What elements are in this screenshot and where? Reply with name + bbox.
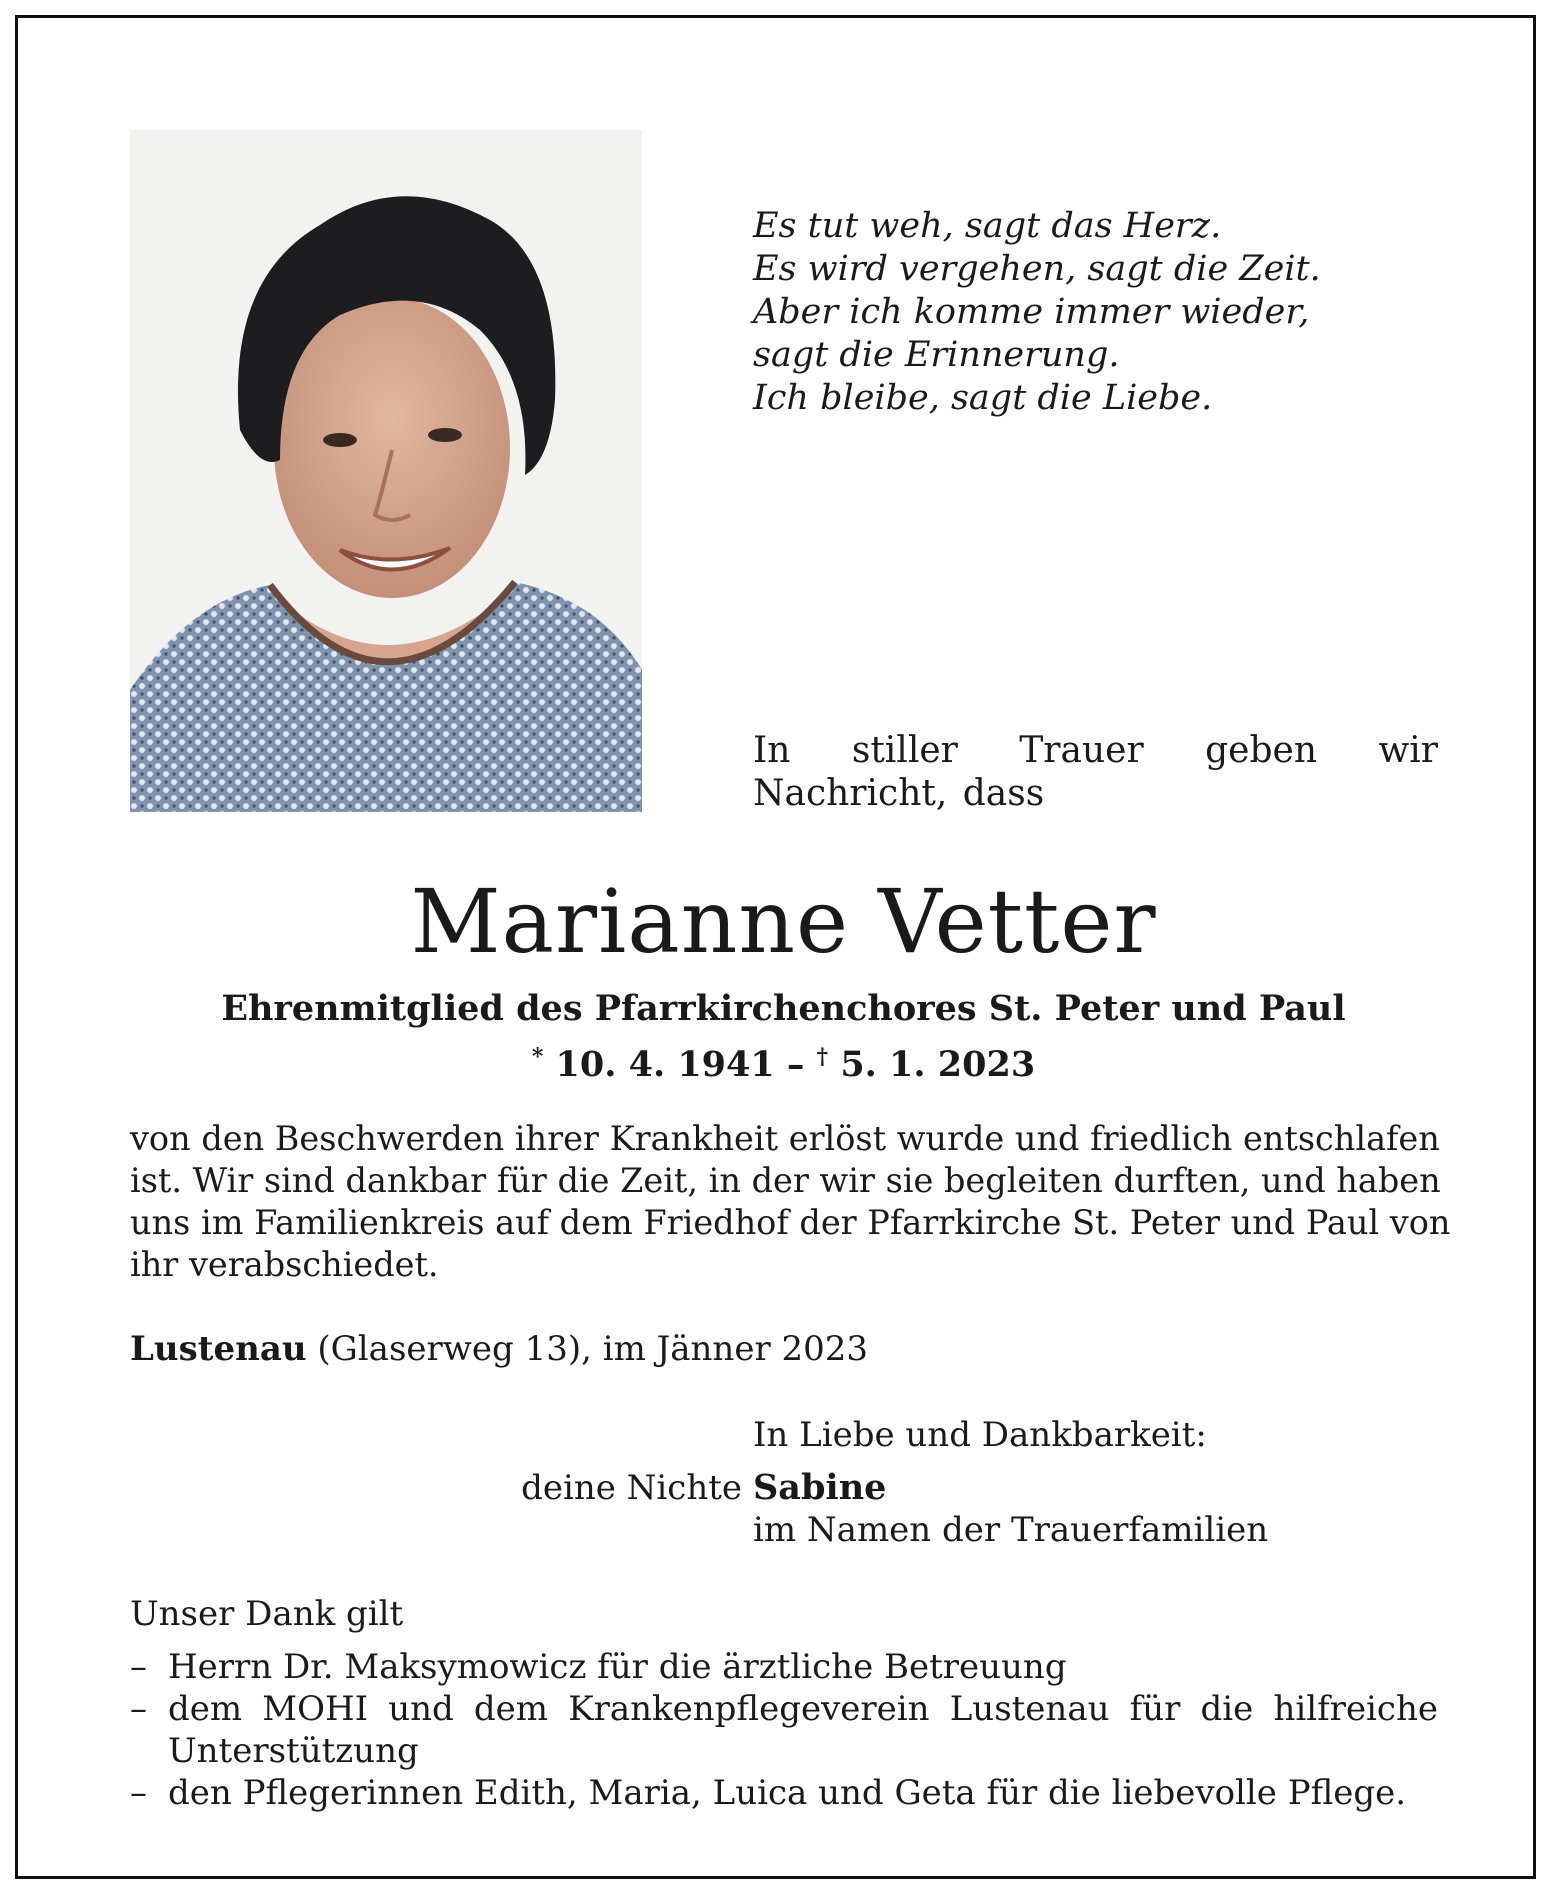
body-line: ist. Wir sind dankbar für die Zeit, in der wir sie begleiten durften, und haben <box>130 1161 1441 1200</box>
place-and-date <box>130 1328 1030 1370</box>
body-line: uns im Familienkreis auf dem Friedhof der Pfarrkirche St. Peter und Paul von <box>130 1203 1451 1242</box>
deceased-name: Marianne Vetter <box>410 870 1157 973</box>
life-dates <box>130 1036 1437 1086</box>
body-line: von den Beschwerden ihrer Krankheit erlöst wurde und friedlich entschlafen <box>130 1119 1440 1158</box>
list-item <box>130 1772 1438 1814</box>
dash-bullet: – <box>130 1647 147 1687</box>
announcement-body <box>130 1118 1451 1286</box>
signature-intro: In Liebe und Dankbarkeit: <box>753 1415 1207 1455</box>
death-date: 5. 1. 2023 <box>840 1044 1036 1085</box>
poem-line: Ich bleibe, sagt die Liebe. <box>753 378 1213 418</box>
dash-bullet: – <box>130 1773 147 1813</box>
signature-family: im Namen der Trauerfamilien <box>753 1510 1269 1550</box>
list-item-text: dem MOHI und dem Krankenpflegeverein Lustenau für die hilfreiche Unterstützung <box>168 1689 1438 1771</box>
address-date: (Glaserweg 13), im Jänner 2023 <box>306 1329 869 1369</box>
signature-name: Sabine <box>753 1467 887 1508</box>
birth-symbol: * <box>531 1044 544 1070</box>
announcement-intro: In stiller Trauer geben wir Nachricht, dass <box>753 730 1438 814</box>
death-symbol: † <box>816 1044 829 1070</box>
poem <box>753 205 1453 420</box>
thanks-title: Unser Dank gilt <box>130 1594 404 1634</box>
poem-line: Es tut weh, sagt das Herz. <box>753 206 1222 246</box>
thanks-list <box>130 1646 1438 1814</box>
list-item-text: Herrn Dr. Maksymowicz für die ärztliche Betreuung <box>168 1647 1067 1687</box>
poem-line: sagt die Erinnerung. <box>753 335 1120 375</box>
list-item-text: den Pflegerinnen Edith, Maria, Luica und Geta für die liebevolle Pflege. <box>168 1773 1407 1813</box>
list-item <box>130 1688 1438 1772</box>
deceased-title: Ehrenmitglied des Pfarrkirchenchores St. Peter und Paul <box>221 988 1346 1029</box>
poem-line: Aber ich komme immer wieder, <box>753 292 1310 332</box>
list-item <box>130 1646 1438 1688</box>
poem-line: Es wird vergehen, sagt die Zeit. <box>753 249 1321 289</box>
body-line: ihr verabschiedet. <box>130 1245 439 1284</box>
date-separator: – <box>774 1044 817 1085</box>
signature-relation: deine Nichte <box>521 1468 742 1508</box>
town-name: Lustenau <box>130 1329 307 1369</box>
dash-bullet: – <box>130 1689 147 1729</box>
birth-date: 10. 4. 1941 <box>555 1044 775 1085</box>
portrait-photo <box>130 130 642 812</box>
